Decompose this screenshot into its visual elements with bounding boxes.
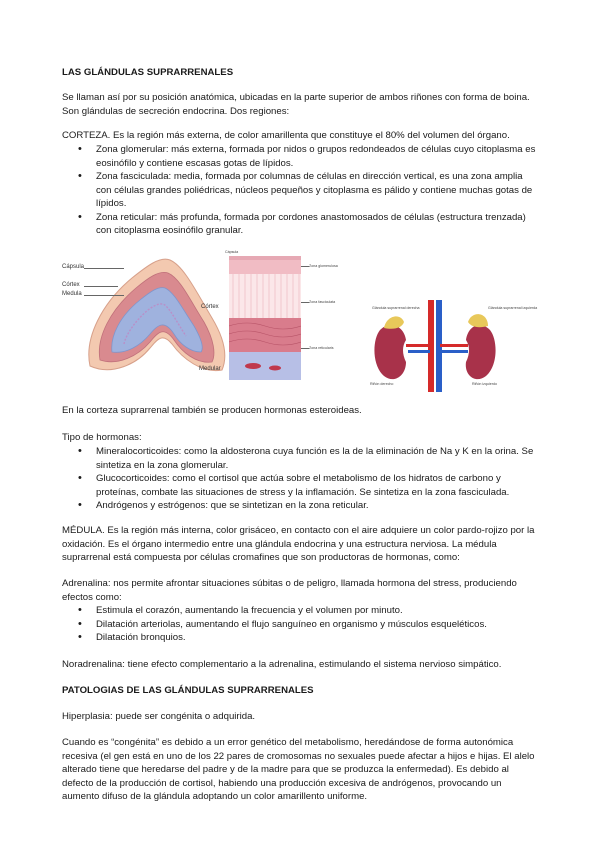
hormonas-list [62, 445, 540, 513]
leader-line [301, 266, 309, 267]
leader-line [84, 295, 124, 296]
adrenalina-effects-list [62, 604, 540, 645]
list-item: • Dilatación bronquios. [62, 631, 540, 645]
label-adrenal-right: Glándula suprarrenal derecha [372, 306, 420, 310]
list-item: • Glucocorticoides: como el cortisol que actúa sobre el metabolismo de los hidratos de carbono y proteínas, combate las situaciones de stress y la inflamación. Se sintetiza en la zona fasciculada. [62, 472, 540, 499]
leader-line [84, 268, 124, 269]
label-medula: Medula [62, 291, 82, 297]
kidneys-illustration [362, 300, 512, 392]
label-kidney-right: Riñón derecho [370, 382, 394, 386]
label-adrenal-left: Glándula suprarrenal izquierda [488, 306, 538, 310]
congenita-paragraph: Cuando es “congénita” es debido a un error genético del metabolismo, heredándose de forma autonómica recesiva (el gen está en uno de los 22 pares de cromosomas no sexuales puede afectar a hijos e hijas. El alelo alterado tiene que heredarse del padre y de la madre para que se produzca la enfermedad). Es debido al defecto de la producción de cortisol, habiendo una producción excesiva de andrógenos, provocando un aumento difuso de la glándula adoptando un color amarillento uniforme. [62, 737, 535, 802]
intro-paragraph: Se llaman así por su posición anatómica, ubicadas en la parte superior de ambos riñones con forma de boina. Son glándulas de secreción endocrina. Dos regiones: [62, 92, 530, 117]
medula-paragraph: MÉDULA. Es la región más interna, color grisáceo, en contacto con el aire adquiere un color pardo-rojizo por la oxidación. Es el órgano intermedio entre una glándula endocrina y una estructura nerviosa. La médula suprarrenal está compuesta por células cromafines que son productoras de hormonas, como: [62, 525, 535, 563]
adrenalina-paragraph: Adrenalina: nos permite afrontar situaciones súbitas o de peligro, llamada hormona del stress, produciendo efectos como: [62, 578, 517, 603]
label-zona-reticularis: Zona reticularis [309, 346, 334, 350]
corteza-zones-list [62, 143, 540, 238]
corteza-hormonas-paragraph: En la corteza suprarrenal también se producen hormonas esteroideas. [62, 405, 362, 416]
list-item: • Zona reticular: más profunda, formada por cordones anastomosados de células (estructura trenzada) con citoplasma eosinófilo granular. [62, 211, 540, 238]
leader-line [301, 348, 309, 349]
label-cortex-middle: Córtex [201, 304, 219, 310]
patologias-heading: PATOLOGIAS DE LAS GLÁNDULAS SUPRARRENALES [62, 685, 314, 696]
kidneys-adrenal-figure [362, 300, 538, 392]
list-item: • Andrógenos y estrógenos: que se sintetizan en la zona reticular. [62, 499, 540, 513]
list-item: • Mineralocorticoides: como la aldosterona cuya función es la de la eliminación de Na y K en la orina. Se sintetiza en la zona glomerular. [62, 445, 540, 472]
label-zona-fasciculata: Zona fasciculata [309, 300, 336, 304]
list-item: • Estimula el corazón, aumentando la frecuencia y el volumen por minuto. [62, 604, 540, 618]
noradrenalina-paragraph: Noradrenalina: tiene efecto complementario a la adrenalina, estimulando el sistema nervioso simpático. [62, 659, 502, 670]
leader-line [301, 302, 309, 303]
label-medular: Medular [199, 366, 221, 372]
corteza-paragraph: CORTEZA. Es la región más externa, de color amarillenta que constituye el 80% del volumen del órgano. [62, 130, 510, 141]
list-item: • Zona glomerular: más externa, formada por nidos o grupos redondeados de células cuyo citoplasma es eosinófilo y contiene escasas gotas de lípidos. [62, 143, 540, 170]
list-item: • Dilatación arteriolas, aumentando el flujo sanguíneo en organismo y músculos esqueléticos. [62, 618, 540, 632]
label-cortex: Córtex [62, 282, 80, 288]
histology-layers-illustration [229, 256, 301, 380]
label-zona-glomerulosa: Zona glomerulosa [309, 264, 338, 268]
label-capsula-top: Cápsula [225, 250, 239, 254]
list-item: • Zona fasciculada: media, formada por columnas de células en dirección vertical, es una zona amplia con células grandes poliédricas, núcleos pequeños y citoplasma es pálido y contiene muchas gotas de lípidos. [62, 170, 540, 211]
label-kidney-left: Riñón izquierdo [472, 382, 497, 386]
tipo-hormonas-heading: Tipo de hormonas: [62, 432, 142, 443]
histology-column-figure [195, 248, 345, 380]
leader-line [84, 286, 118, 287]
hiperplasia-paragraph: Hiperplasia: puede ser congénita o adquirida. [62, 711, 256, 722]
label-capsula: Cápsula [62, 264, 85, 270]
page-title: LAS GLÁNDULAS SUPRARRENALES [62, 67, 234, 78]
